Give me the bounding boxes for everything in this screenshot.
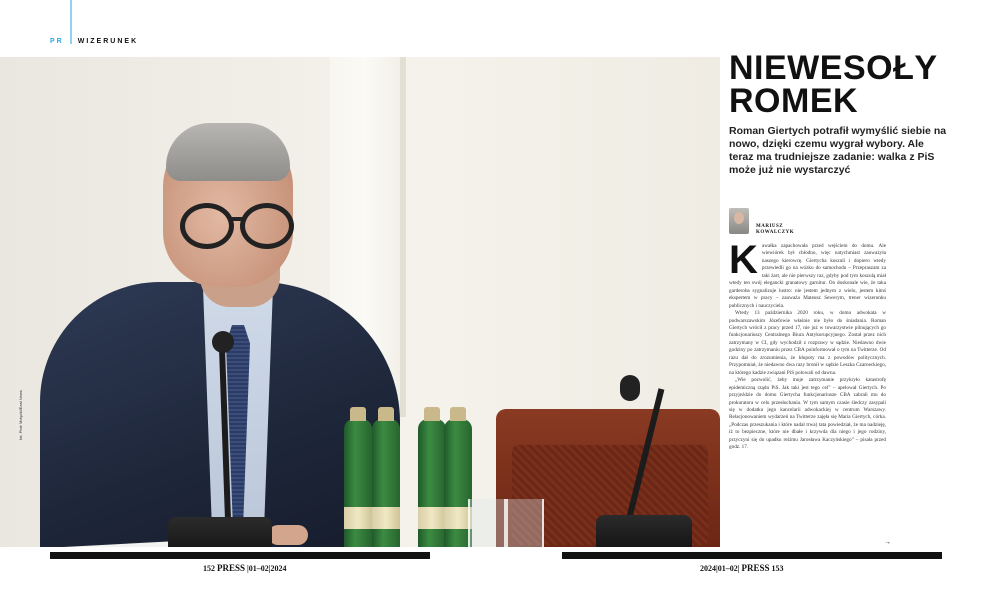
author-first-name: MARIUSZ	[756, 224, 784, 229]
folio-left	[203, 563, 287, 573]
glasses-left-lens	[180, 203, 234, 249]
drinking-glass	[506, 499, 544, 547]
body-paragraph-2: Wtedy 13 października 2020 roku, w domu adwokata w podwarszawskim Józefowie właśnie nie było do śniadania. Roman Giertych wrócił z pracy przed 17, nie już w towarzystwie pilnujących go funkcjonariuszy Centralnego Biura Antykorupcyjnego. Został przez nich zatrzymany w CI, gdy wychodził z rozprawy w sądzie. Niedawno dwie godziny po zatrzymaniu przez CBA poinformował o tym na Twitterze. Od razu dał do zrozumienia, że kłopoty ma z powodów politycznych. Przypomniał, że niedawno dwa razy bronił w sądzie Leszka Czarneckiego, na którego kadzie związani PiS polowali od dawna.	[729, 310, 886, 376]
brand-logo-right: PRESS	[741, 563, 770, 573]
person-hand	[268, 525, 308, 545]
microphone-base	[168, 517, 272, 547]
glasses-right-lens	[240, 203, 294, 249]
continue-arrow-icon: →	[884, 539, 891, 546]
drinking-glass	[468, 499, 506, 547]
section-name: WIZERUNEK	[77, 38, 139, 45]
author-avatar	[729, 208, 749, 234]
brand-logo-left: PRESS	[217, 563, 246, 573]
wall-edge	[400, 57, 406, 417]
body-paragraph-3: „Wie pozwolić, żeby moje zatrzymanie przykryło katastrofę epidemiczną rządu PiS. Jak taki jest tego cel” – apelował Giertych. Po przyjeździe do domu Giertycha funkcjonariusze CBA zabrali mu do prokuratora w celu przesłuchania. W tym samym czasie śledczy zasypali się w dodatku jego kancelarii adwokackiej w centrum Warszawy. Relacjonowaniem wydarzeń na Twitterze zajęła się Maria Giertych, córka. „Podczas przeszukania i które nadal trwa) tata powiedział, że ma nadzieję, iż to bezpieczne, które nie dbałe i krzywda dla niego i jego rodziny, przyczyni się do upadku reżimu Jarosława Kaczyńskiego” – pisała przed godz. 17.	[729, 377, 886, 451]
issue-left: |01–02|2024	[247, 564, 287, 573]
photo-credit: fot. Piotr Molęcki/East News	[18, 390, 23, 440]
issue-right: 2024|01–02|	[700, 564, 740, 573]
section-header	[50, 38, 138, 45]
headline-line-2: ROMEK	[729, 82, 859, 120]
article-photo	[0, 57, 720, 547]
page-number-right: 153	[771, 564, 784, 573]
water-bottle	[372, 419, 400, 547]
page-number-left: 152	[203, 564, 215, 573]
article-headline	[729, 49, 979, 120]
microphone-base-2	[596, 515, 692, 547]
article-body	[729, 243, 886, 549]
water-bottle	[418, 419, 446, 547]
author-last-name: KOWALCZYK	[756, 230, 795, 235]
body-paragraph-1: awałka zapachowała przed wejściem do domu. Ale wiewiórek był chłodno, więc natychmiast zauważyła naszego kierowcę. Giertycha koszuli i dopiero wtedy przewiedli go na wózku do samochodu – Przepraszam za taki żart, ale nie pierwszy raz, gdyby pod tym koszulą miał wtedy ten swój elegancki granatowy garnitur. On doskonale wie, że taka garderoba sygnalizuje lustro: nie jestem jednym z wielu, jestem kimś ekspertem w pracy – zauważa Mateusz Sewerym, trener wizerunku publicznych i nauczyciela.	[729, 243, 886, 309]
section-code: PR	[50, 38, 64, 45]
headline-line-1: NIEWESOŁY	[729, 49, 938, 87]
drop-cap: K	[729, 243, 758, 282]
author-byline	[756, 224, 794, 236]
microphone-icon-2	[620, 375, 640, 401]
article-lead: Roman Giertych potrafił wymyślić siebie na nowo, dzięki czemu wygrał wybory. Ale teraz ma trudniejsze zadanie: walka z PiS może już nie wystarczyć	[729, 125, 947, 176]
glasses-bridge	[230, 217, 244, 221]
footer-bar-right	[562, 552, 942, 559]
microphone-icon	[212, 331, 234, 353]
water-bottle	[344, 419, 372, 547]
folio-right	[700, 563, 784, 573]
footer-bar-left	[50, 552, 430, 559]
person-hair	[166, 123, 290, 181]
